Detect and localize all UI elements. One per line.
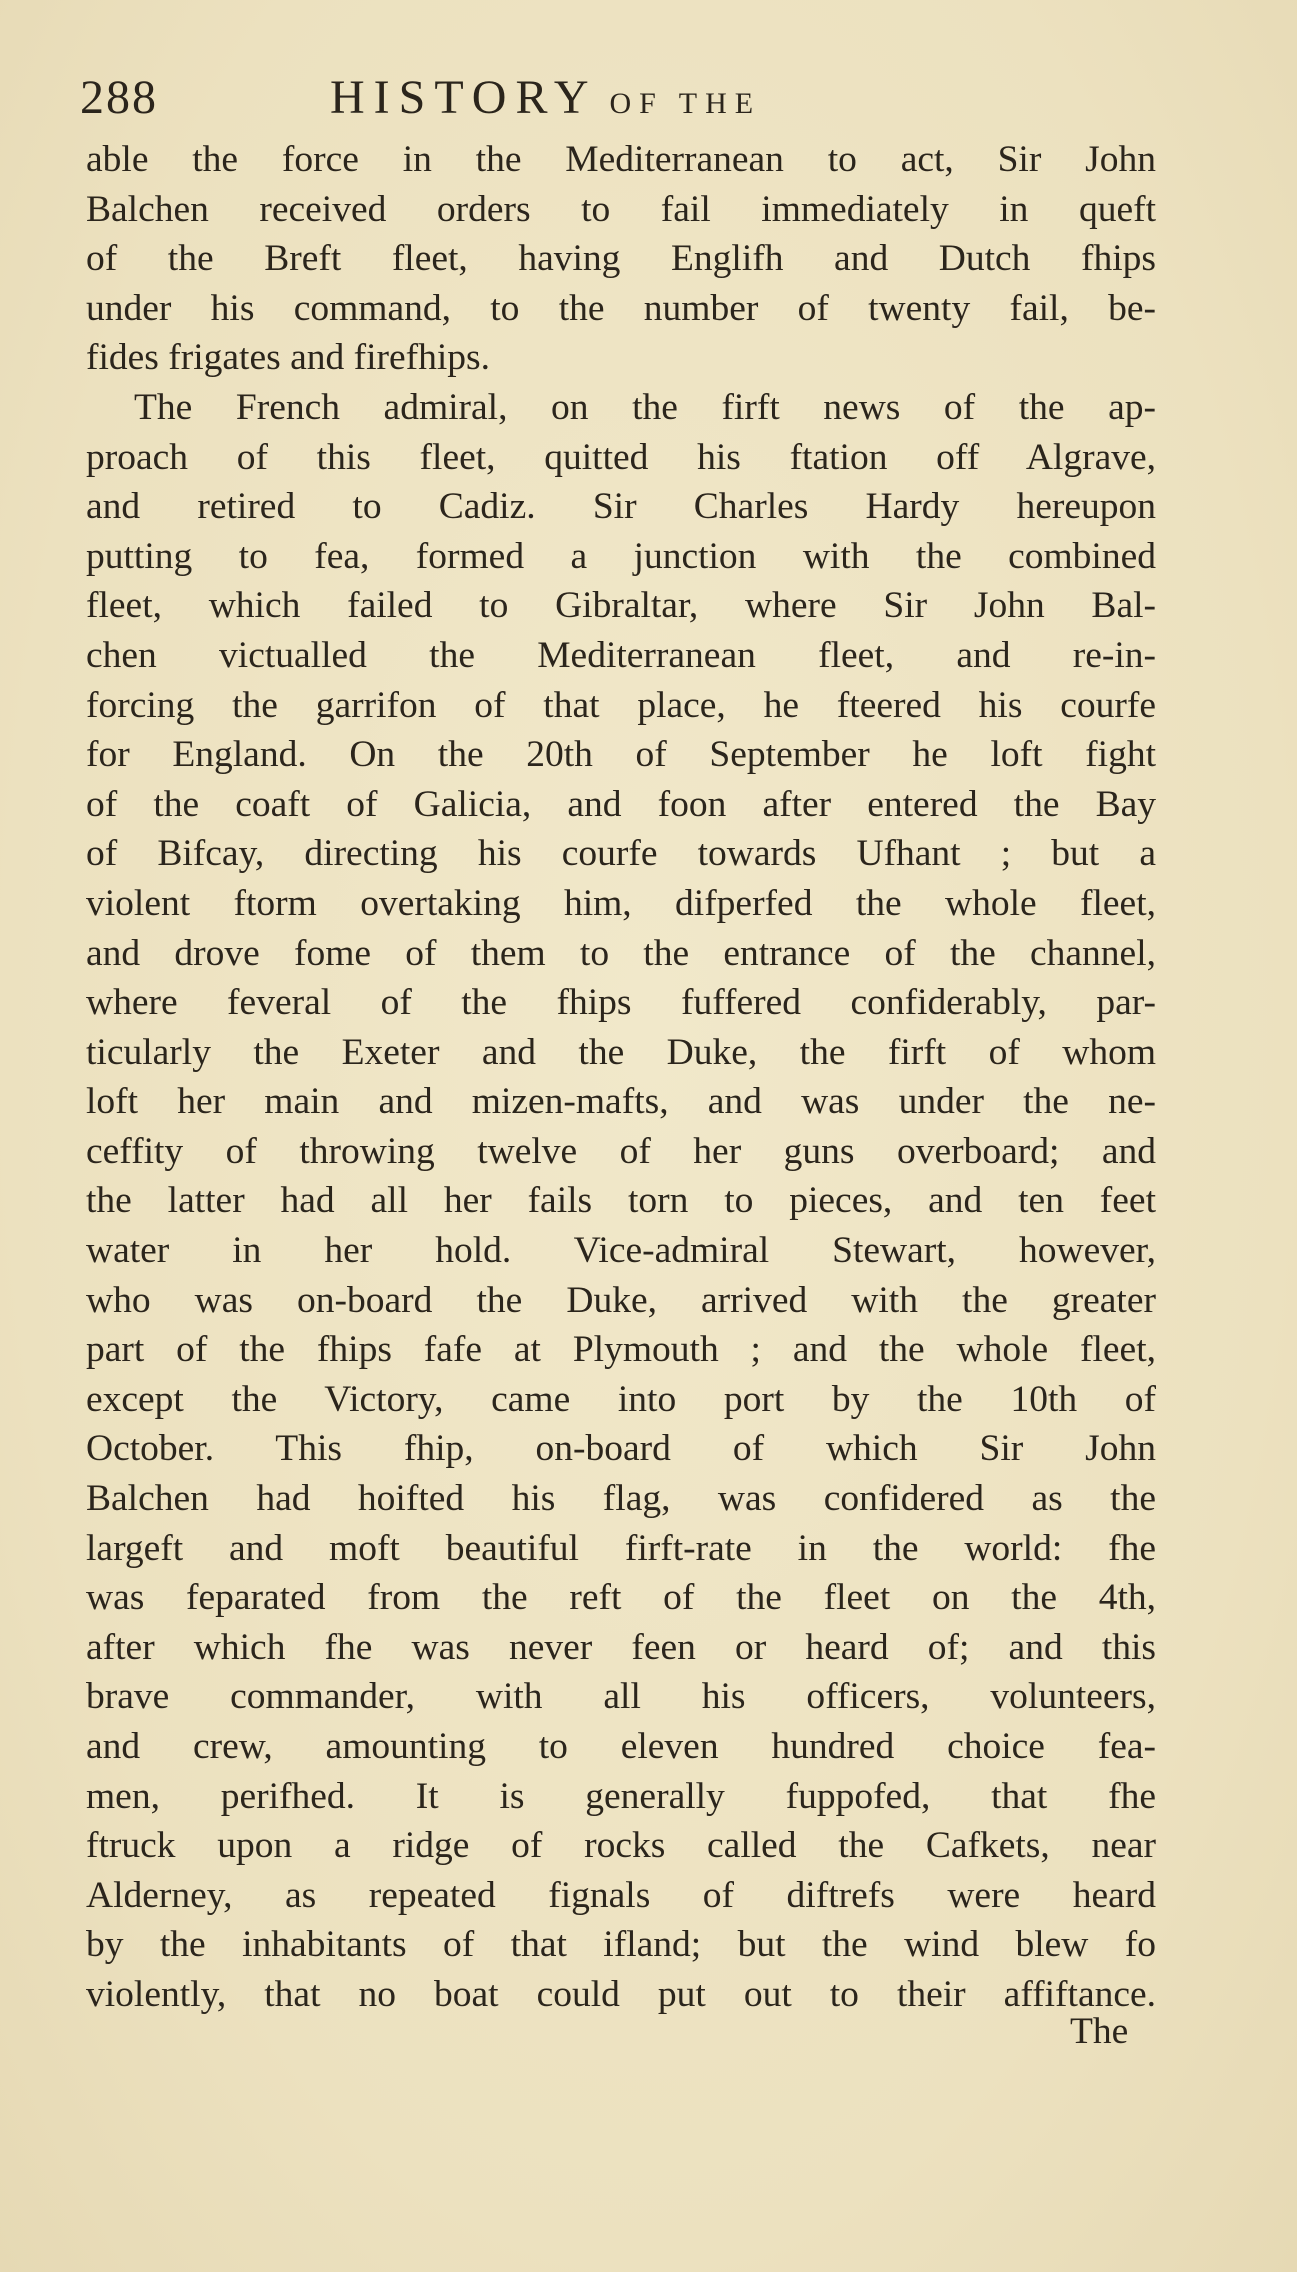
- text-line: brave commander, with all his officers, volunteers,: [86, 1676, 1156, 1718]
- text-line: forcing the garrifon of that place, he fteered his courfe: [86, 684, 1156, 726]
- text-line: ftruck upon a ridge of rocks called the Cafkets, near: [86, 1825, 1156, 1867]
- text-line: and crew, amounting to eleven hundred choice fea-: [86, 1726, 1156, 1767]
- text-line: under his command, to the number of twenty fail, be-: [86, 287, 1156, 329]
- text-line: by the inhabitants of that ifland; but the wind blew fo: [86, 1924, 1156, 1966]
- text-line: proach of this fleet, quitted his ftation off Algrave,: [86, 436, 1156, 478]
- text-line: water in her hold. Vice-admiral Stewart, however,: [86, 1230, 1156, 1272]
- text-line: putting to fea, formed a junction with the combined: [86, 535, 1156, 577]
- text-line: men, perifhed. It is generally fuppofed, that fhe: [86, 1775, 1156, 1817]
- text-line: violent ftorm overtaking him, difperfed the whole fleet,: [86, 882, 1156, 924]
- text-line: for England. On the 20th of September he loft fight: [86, 734, 1156, 776]
- paragraph-first-line: The French admiral, on the firft news of the ap-: [134, 386, 1156, 428]
- page-header: [80, 70, 1180, 140]
- text-line: who was on-board the Duke, arrived with the greater: [86, 1279, 1156, 1321]
- text-line: Balchen had hoifted his flag, was confidered as the: [86, 1478, 1156, 1520]
- running-head-small: OF THE: [609, 87, 762, 120]
- text-line: Alderney, as repeated fignals of diftrefs were heard: [86, 1874, 1156, 1916]
- running-head-main: HISTORY: [330, 71, 598, 124]
- text-line: ticularly the Exeter and the Duke, the firft of whom: [86, 1031, 1156, 1073]
- text-line: and drove fome of them to the entrance of the channel,: [86, 932, 1156, 974]
- text-line: loft her main and mizen-mafts, and was under the ne-: [86, 1081, 1156, 1123]
- text-line: was feparated from the reft of the fleet on the 4th,: [86, 1577, 1156, 1619]
- running-head: [330, 70, 761, 125]
- text-line: of the coaft of Galicia, and foon after entered the Bay: [86, 783, 1156, 825]
- text-line: fides frigates and firefhips.: [86, 337, 491, 379]
- text-line: the latter had all her fails torn to pieces, and ten feet: [86, 1180, 1156, 1222]
- page-number: 288: [80, 71, 158, 124]
- text-line: and retired to Cadiz. Sir Charles Hardy hereupon: [86, 486, 1156, 528]
- body-text: [86, 135, 1156, 2020]
- text-line: where feveral of the fhips fuffered confiderably, par-: [86, 982, 1156, 1024]
- text-line: after which fhe was never feen or heard of; and this: [86, 1626, 1156, 1668]
- text-line: ceffity of throwing twelve of her guns overboard; and: [86, 1130, 1156, 1172]
- text-line: fleet, which failed to Gibraltar, where Sir John Bal-: [86, 585, 1156, 627]
- text-line: of the Breft fleet, having Englifh and Dutch fhips: [86, 238, 1156, 280]
- text-line: able the force in the Mediterranean to act, Sir John: [86, 139, 1156, 180]
- text-line: violently, that no boat could put out to their affiftance.: [86, 1973, 1156, 2015]
- text-line: part of the fhips fafe at Plymouth ; and the whole fleet,: [86, 1329, 1156, 1371]
- catchword: The: [1070, 2011, 1129, 2052]
- text-line: largeft and moft beautiful firft-rate in the world: fhe: [86, 1527, 1156, 1569]
- text-line: October. This fhip, on-board of which Sir John: [86, 1428, 1156, 1470]
- text-line: Balchen received orders to fail immediately in queft: [86, 188, 1156, 230]
- text-line: of Bifcay, directing his courfe towards Ufhant ; but a: [86, 833, 1156, 875]
- text-line: except the Victory, came into port by the 10th of: [86, 1378, 1156, 1420]
- text-line: chen victualled the Mediterranean fleet, and re-in-: [86, 634, 1156, 676]
